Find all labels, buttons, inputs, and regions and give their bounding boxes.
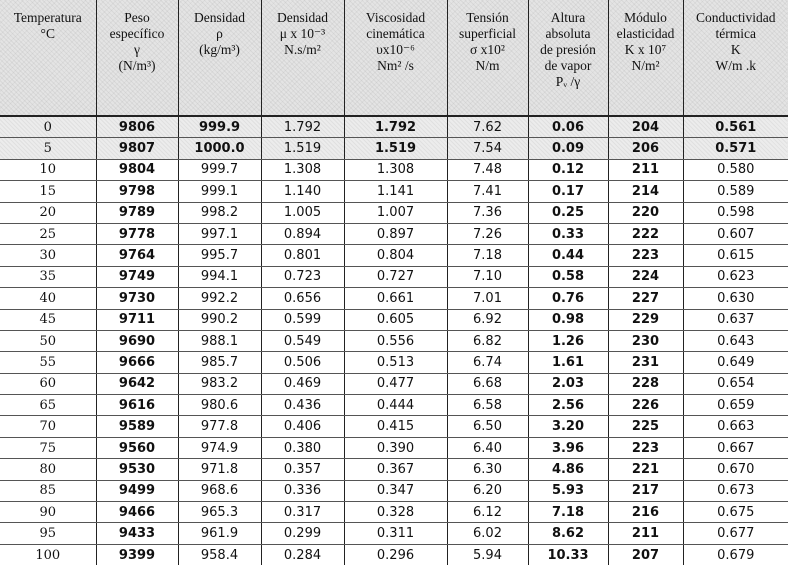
- table-row: [0, 437, 788, 458]
- column-header-line: específico: [97, 26, 178, 42]
- table-cell: 0.380: [261, 437, 344, 458]
- table-cell: 0.311: [344, 523, 447, 544]
- table-body: [0, 116, 788, 565]
- table-cell: 0.727: [344, 266, 447, 287]
- table-cell: 206: [608, 138, 683, 159]
- table-cell: 220: [608, 202, 683, 223]
- table-row: [0, 459, 788, 480]
- column-header-line: de presión: [529, 42, 608, 58]
- table-cell: 211: [608, 523, 683, 544]
- table-cell: 0.299: [261, 523, 344, 544]
- table-cell: 0.801: [261, 245, 344, 266]
- table-cell: 0.09: [528, 138, 608, 159]
- table-cell: 224: [608, 266, 683, 287]
- table-cell: 971.8: [178, 459, 261, 480]
- table-row: [0, 544, 788, 565]
- table-cell: 217: [608, 480, 683, 501]
- table-cell: 0.506: [261, 352, 344, 373]
- table-cell: 0.561: [683, 116, 788, 138]
- column-header-line: (N/m³): [97, 58, 178, 74]
- table-cell: 225: [608, 416, 683, 437]
- column-header-line: ρ: [179, 26, 261, 42]
- table-cell: 9749: [96, 266, 178, 287]
- column-header-4: [344, 0, 447, 116]
- table-cell: 6.68: [447, 373, 528, 394]
- table-cell: 9433: [96, 523, 178, 544]
- column-header-line: γ: [97, 42, 178, 58]
- table-cell: 0.894: [261, 223, 344, 244]
- table-cell: 977.8: [178, 416, 261, 437]
- table-row: [0, 202, 788, 223]
- table-cell: 1.792: [261, 116, 344, 138]
- table-cell: 0.513: [344, 352, 447, 373]
- table-cell: 204: [608, 116, 683, 138]
- table-row: [0, 373, 788, 394]
- table-cell: 1.140: [261, 181, 344, 202]
- table-cell: 999.9: [178, 116, 261, 138]
- column-header-line: térmica: [684, 26, 788, 42]
- table-cell: 55: [0, 352, 96, 373]
- table-cell: 0.679: [683, 544, 788, 565]
- table-cell: 5: [0, 138, 96, 159]
- table-cell: 1.141: [344, 181, 447, 202]
- table-cell: 6.82: [447, 330, 528, 351]
- table-cell: 0.670: [683, 459, 788, 480]
- table-cell: 221: [608, 459, 683, 480]
- table-cell: 207: [608, 544, 683, 565]
- table-cell: 7.54: [447, 138, 528, 159]
- table-cell: 0.06: [528, 116, 608, 138]
- table-cell: 0.436: [261, 395, 344, 416]
- table-cell: 0.623: [683, 266, 788, 287]
- table-cell: 980.6: [178, 395, 261, 416]
- table-row: [0, 502, 788, 523]
- column-header-line: Altura: [529, 10, 608, 26]
- table-cell: 990.2: [178, 309, 261, 330]
- column-header-line: Peso: [97, 10, 178, 26]
- table-cell: 0.580: [683, 159, 788, 180]
- table-row: [0, 138, 788, 159]
- column-header-line: Tensión: [448, 10, 528, 26]
- table-cell: 0.328: [344, 502, 447, 523]
- table-cell: 9642: [96, 373, 178, 394]
- table-cell: 229: [608, 309, 683, 330]
- table-cell: 0: [0, 116, 96, 138]
- table-cell: 958.4: [178, 544, 261, 565]
- table-cell: 0.637: [683, 309, 788, 330]
- table-cell: 9789: [96, 202, 178, 223]
- column-header-line: °C: [0, 26, 96, 42]
- column-header-line: elasticidad: [609, 26, 683, 42]
- table-cell: 6.12: [447, 502, 528, 523]
- table-cell: 0.649: [683, 352, 788, 373]
- table-cell: 6.40: [447, 437, 528, 458]
- column-header-5: [447, 0, 528, 116]
- table-cell: 9798: [96, 181, 178, 202]
- table-cell: 965.3: [178, 502, 261, 523]
- table-cell: 0.804: [344, 245, 447, 266]
- table-cell: 7.48: [447, 159, 528, 180]
- column-header-line: N/m²: [609, 58, 683, 74]
- table-cell: 1.61: [528, 352, 608, 373]
- table-cell: 5.94: [447, 544, 528, 565]
- table-row: [0, 181, 788, 202]
- table-cell: 0.673: [683, 480, 788, 501]
- table-cell: 0.571: [683, 138, 788, 159]
- table-cell: 0.589: [683, 181, 788, 202]
- table-cell: 988.1: [178, 330, 261, 351]
- table-cell: 2.03: [528, 373, 608, 394]
- table-cell: 1.007: [344, 202, 447, 223]
- table-cell: 7.18: [447, 245, 528, 266]
- table-cell: 974.9: [178, 437, 261, 458]
- table-cell: 214: [608, 181, 683, 202]
- column-header-line: Viscosidad: [345, 10, 447, 26]
- table-cell: 0.667: [683, 437, 788, 458]
- table-cell: 9807: [96, 138, 178, 159]
- column-header-line: K: [684, 42, 788, 58]
- table-cell: 1.519: [344, 138, 447, 159]
- table-cell: 995.7: [178, 245, 261, 266]
- table-cell: 1.005: [261, 202, 344, 223]
- table-cell: 230: [608, 330, 683, 351]
- table-cell: 40: [0, 288, 96, 309]
- table-cell: 25: [0, 223, 96, 244]
- table-cell: 7.18: [528, 502, 608, 523]
- table-cell: 0.654: [683, 373, 788, 394]
- table-row: [0, 116, 788, 138]
- table-cell: 0.723: [261, 266, 344, 287]
- table-header: [0, 0, 788, 116]
- column-header-line: Densidad: [179, 10, 261, 26]
- table-cell: 968.6: [178, 480, 261, 501]
- table-cell: 0.12: [528, 159, 608, 180]
- table-cell: 7.36: [447, 202, 528, 223]
- table-cell: 9764: [96, 245, 178, 266]
- table-cell: 3.20: [528, 416, 608, 437]
- column-header-line: σ x10²: [448, 42, 528, 58]
- table-cell: 216: [608, 502, 683, 523]
- table-cell: 2.56: [528, 395, 608, 416]
- table-cell: 1.308: [261, 159, 344, 180]
- table-cell: 0.663: [683, 416, 788, 437]
- column-header-line: Temperatura: [0, 10, 96, 26]
- table-row: [0, 352, 788, 373]
- table-cell: 211: [608, 159, 683, 180]
- table-cell: 1.308: [344, 159, 447, 180]
- table-cell: 30: [0, 245, 96, 266]
- table-cell: 0.605: [344, 309, 447, 330]
- column-header-2: [178, 0, 261, 116]
- table-cell: 9616: [96, 395, 178, 416]
- table-cell: 0.390: [344, 437, 447, 458]
- column-header-7: [608, 0, 683, 116]
- table-cell: 222: [608, 223, 683, 244]
- table-cell: 994.1: [178, 266, 261, 287]
- table-cell: 6.58: [447, 395, 528, 416]
- table-cell: 9711: [96, 309, 178, 330]
- table-row: [0, 330, 788, 351]
- table-cell: 226: [608, 395, 683, 416]
- table-cell: 0.347: [344, 480, 447, 501]
- table-cell: 0.444: [344, 395, 447, 416]
- table-cell: 5.93: [528, 480, 608, 501]
- table-cell: 1.26: [528, 330, 608, 351]
- table-cell: 992.2: [178, 288, 261, 309]
- table-cell: 7.62: [447, 116, 528, 138]
- table-cell: 0.643: [683, 330, 788, 351]
- table-cell: 223: [608, 437, 683, 458]
- column-header-line: μ x 10⁻³: [262, 26, 344, 42]
- table-cell: 6.74: [447, 352, 528, 373]
- table-cell: 0.296: [344, 544, 447, 565]
- table-cell: 60: [0, 373, 96, 394]
- table-cell: 35: [0, 266, 96, 287]
- table-cell: 9690: [96, 330, 178, 351]
- table-cell: 0.599: [261, 309, 344, 330]
- table-cell: 45: [0, 309, 96, 330]
- table-cell: 0.58: [528, 266, 608, 287]
- column-header-8: [683, 0, 788, 116]
- table-cell: 7.26: [447, 223, 528, 244]
- table-cell: 90: [0, 502, 96, 523]
- table-row: [0, 523, 788, 544]
- table-cell: 9666: [96, 352, 178, 373]
- table-cell: 9560: [96, 437, 178, 458]
- table-cell: 80: [0, 459, 96, 480]
- table-cell: 228: [608, 373, 683, 394]
- column-header-line: de vapor: [529, 58, 608, 74]
- table-cell: 0.675: [683, 502, 788, 523]
- table-row: [0, 416, 788, 437]
- table-cell: 15: [0, 181, 96, 202]
- table-cell: 0.33: [528, 223, 608, 244]
- table-cell: 9399: [96, 544, 178, 565]
- table-cell: 0.897: [344, 223, 447, 244]
- table-cell: 6.50: [447, 416, 528, 437]
- header-row: [0, 0, 788, 116]
- table-cell: 6.92: [447, 309, 528, 330]
- table-cell: 985.7: [178, 352, 261, 373]
- table-cell: 9730: [96, 288, 178, 309]
- table-cell: 0.406: [261, 416, 344, 437]
- table-cell: 100: [0, 544, 96, 565]
- table-cell: 6.20: [447, 480, 528, 501]
- table-cell: 7.41: [447, 181, 528, 202]
- table-cell: 0.659: [683, 395, 788, 416]
- table-cell: 0.98: [528, 309, 608, 330]
- table-cell: 7.10: [447, 266, 528, 287]
- table-cell: 0.317: [261, 502, 344, 523]
- column-header-line: cinemática: [345, 26, 447, 42]
- table-cell: 75: [0, 437, 96, 458]
- table-cell: 9804: [96, 159, 178, 180]
- column-header-line: N/m: [448, 58, 528, 74]
- table-cell: 0.415: [344, 416, 447, 437]
- table-cell: 0.25: [528, 202, 608, 223]
- table-cell: 20: [0, 202, 96, 223]
- table-row: [0, 480, 788, 501]
- table-cell: 0.336: [261, 480, 344, 501]
- table-row: [0, 288, 788, 309]
- column-header-line: superficial: [448, 26, 528, 42]
- table-cell: 50: [0, 330, 96, 351]
- table-cell: 1000.0: [178, 138, 261, 159]
- table-cell: 1.792: [344, 116, 447, 138]
- column-header-line: Pᵥ /γ: [529, 74, 608, 90]
- table-cell: 0.76: [528, 288, 608, 309]
- table-cell: 0.556: [344, 330, 447, 351]
- table-cell: 70: [0, 416, 96, 437]
- table-cell: 4.86: [528, 459, 608, 480]
- table-cell: 0.598: [683, 202, 788, 223]
- table-cell: 0.44: [528, 245, 608, 266]
- table-cell: 9589: [96, 416, 178, 437]
- table-cell: 9499: [96, 480, 178, 501]
- column-header-line: Densidad: [262, 10, 344, 26]
- column-header-line: K x 10⁷: [609, 42, 683, 58]
- table-row: [0, 223, 788, 244]
- table-row: [0, 159, 788, 180]
- table-cell: 9806: [96, 116, 178, 138]
- column-header-3: [261, 0, 344, 116]
- table-cell: 998.2: [178, 202, 261, 223]
- table-cell: 961.9: [178, 523, 261, 544]
- column-header-line: Nm² /s: [345, 58, 447, 74]
- table-cell: 0.549: [261, 330, 344, 351]
- table-cell: 9466: [96, 502, 178, 523]
- table-cell: 0.630: [683, 288, 788, 309]
- table-cell: 983.2: [178, 373, 261, 394]
- column-header-line: N.s/m²: [262, 42, 344, 58]
- table-cell: 0.469: [261, 373, 344, 394]
- table-cell: 6.02: [447, 523, 528, 544]
- table-cell: 0.677: [683, 523, 788, 544]
- column-header-line: Conductividad: [684, 10, 788, 26]
- table-cell: 0.17: [528, 181, 608, 202]
- table-cell: 3.96: [528, 437, 608, 458]
- table-cell: 7.01: [447, 288, 528, 309]
- table-row: [0, 245, 788, 266]
- column-header-line: υx10⁻⁶: [345, 42, 447, 58]
- table-cell: 0.284: [261, 544, 344, 565]
- table-cell: 223: [608, 245, 683, 266]
- table-cell: 10: [0, 159, 96, 180]
- table-cell: 0.367: [344, 459, 447, 480]
- table-cell: 9530: [96, 459, 178, 480]
- column-header-line: (kg/m³): [179, 42, 261, 58]
- table-cell: 997.1: [178, 223, 261, 244]
- column-header-line: absoluta: [529, 26, 608, 42]
- table-cell: 9778: [96, 223, 178, 244]
- column-header-line: W/m .k: [684, 58, 788, 74]
- table-row: [0, 395, 788, 416]
- column-header-1: [96, 0, 178, 116]
- table-row: [0, 266, 788, 287]
- table-cell: 65: [0, 395, 96, 416]
- table-cell: 0.661: [344, 288, 447, 309]
- table-cell: 95: [0, 523, 96, 544]
- column-header-6: [528, 0, 608, 116]
- column-header-line: Módulo: [609, 10, 683, 26]
- table-cell: 85: [0, 480, 96, 501]
- table-cell: 10.33: [528, 544, 608, 565]
- table-cell: 999.1: [178, 181, 261, 202]
- table-cell: 0.357: [261, 459, 344, 480]
- table-cell: 0.615: [683, 245, 788, 266]
- table-cell: 999.7: [178, 159, 261, 180]
- table-cell: 0.656: [261, 288, 344, 309]
- table-cell: 231: [608, 352, 683, 373]
- column-header-0: [0, 0, 96, 116]
- table-cell: 0.477: [344, 373, 447, 394]
- table-cell: 227: [608, 288, 683, 309]
- table-cell: 6.30: [447, 459, 528, 480]
- table-cell: 0.607: [683, 223, 788, 244]
- table-cell: 8.62: [528, 523, 608, 544]
- table-row: [0, 309, 788, 330]
- table-cell: 1.519: [261, 138, 344, 159]
